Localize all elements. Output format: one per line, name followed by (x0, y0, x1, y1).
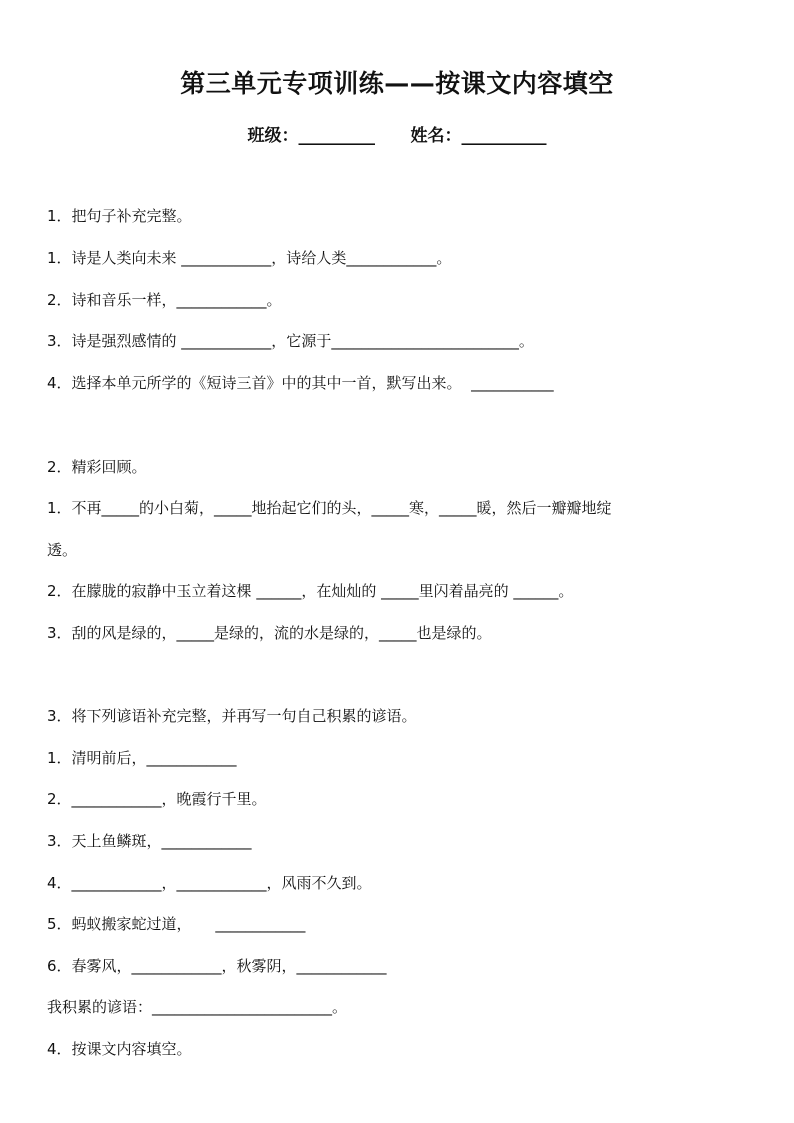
section-3-own-proverb: 我积累的谚语：________________________。 (47, 998, 348, 1016)
section-3-item-3: 3．天上鱼鳞斑，____________ (47, 832, 252, 850)
section-1-item-1: 1．诗是人类向未来 ____________，诗给人类____________。 (47, 249, 452, 267)
section-3-item-2: 2．____________，晚霞行千里。 (47, 790, 267, 808)
section-2-item-1-cont: 透。 (47, 541, 78, 559)
section-1-item-2: 2．诗和音乐一样，____________。 (47, 291, 282, 309)
section-1-heading: 1．把句子补充完整。 (47, 207, 192, 225)
section-2-item-1: 1．不再_____的小白菊，_____地抬起它们的头，_____寒，_____暖，然后一瓣瓣地绽 (47, 499, 612, 517)
section-2-item-2: 2．在朦胧的寂静中玉立着这棵 ______，在灿灿的 _____里闪着晶亮的 ______。 (47, 582, 574, 600)
class-name-fields: 班级：_________ 姓名：__________ (247, 126, 547, 146)
section-2-item-3: 3．刮的风是绿的，_____是绿的，流的水是绿的，_____也是绿的。 (47, 624, 492, 642)
section-3-heading: 3．将下列谚语补充完整，并再写一句自己积累的谚语。 (47, 707, 417, 725)
section-3-item-1: 1．清明前后，____________ (47, 749, 237, 767)
section-4-heading: 4．按课文内容填空。 (47, 1040, 192, 1058)
section-3-item-4: 4．____________，____________，风雨不久到。 (47, 874, 372, 892)
section-3-item-6: 6．春雾风，____________，秋雾阴，____________ (47, 957, 387, 975)
section-1-item-3: 3．诗是强烈感情的 ____________，它源于_________________________。 (47, 332, 534, 350)
section-2-heading: 2．精彩回顾。 (47, 458, 147, 476)
section-3-item-5: 5．蚂蚁搬家蛇过道， ____________ (47, 915, 306, 933)
section-1-item-4: 4．选择本单元所学的《短诗三首》中的其中一首，默写出来。 ___________ (47, 374, 554, 392)
page-title: 第三单元专项训练——按课文内容填空 (180, 69, 614, 98)
